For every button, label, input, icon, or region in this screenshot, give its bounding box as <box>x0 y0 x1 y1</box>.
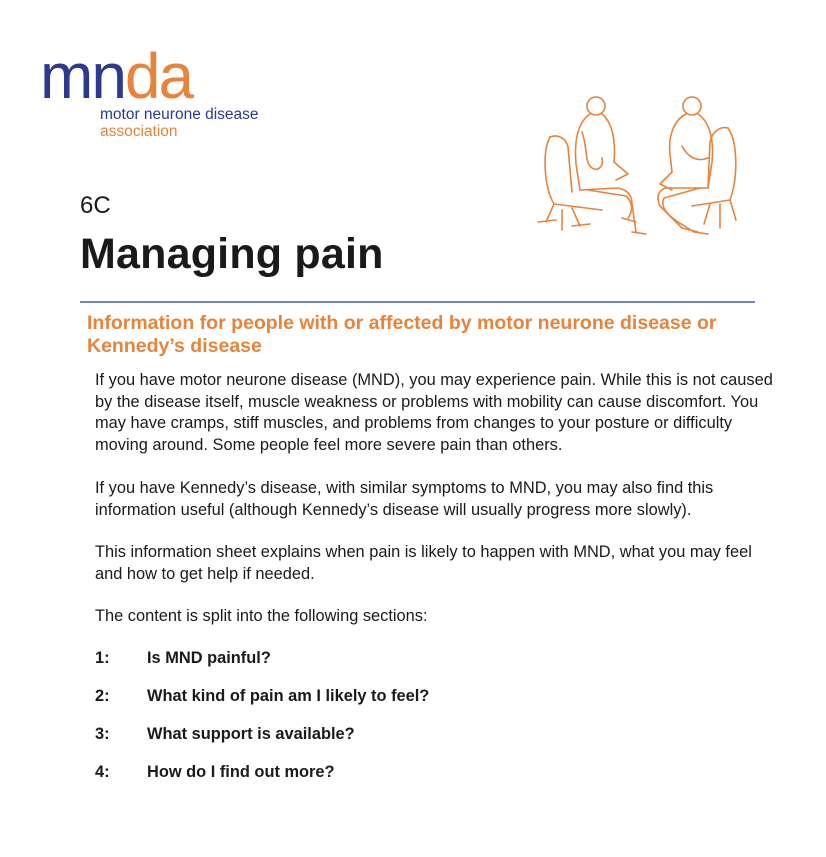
section-number: 4: <box>95 763 110 781</box>
kennedys-paragraph: If you have Kennedy’s disease, with similar symptoms to MND, you may also find this information useful (although Kennedy’s disease will usually progress more slowly). <box>95 479 714 519</box>
section-label: Is MND painful? <box>147 649 271 667</box>
section-label: What support is available? <box>147 725 355 743</box>
logo-mark-d: d <box>124 40 159 112</box>
section-label: How do I find out more? <box>147 763 335 781</box>
section-number: 2: <box>95 687 110 705</box>
logo-text-line2: association <box>100 123 178 140</box>
section-item-1 <box>95 649 695 687</box>
section-label: What kind of pain am I likely to feel? <box>147 687 430 705</box>
logo-wordmark <box>40 40 193 112</box>
section-item-3 <box>95 725 695 763</box>
section-list <box>95 649 695 801</box>
section-item-4 <box>95 763 695 801</box>
section-item-2 <box>95 687 695 725</box>
logo-text-line1: motor neurone disease <box>100 106 259 123</box>
mnda-logo <box>40 40 280 148</box>
logo-mark-mn: mn <box>40 40 125 112</box>
sections-intro-paragraph: The content is split into the following sections: <box>95 607 428 625</box>
intro-paragraph: If you have motor neurone disease (MND), you may experience pain. While this is not caused by the disease itself, muscle weakness or problems with mobility can cause discomfort. You may have cramps, stiff muscles, and problems from changes to your posture or difficulty moving around. Some people feel more severe pain than others. <box>95 371 773 454</box>
two-people-seated-consultation-icon <box>532 92 748 244</box>
logo-mark-a: a <box>158 40 193 112</box>
page-subtitle: Information for people with or affected by motor neurone disease or Kennedy’s disease <box>87 312 717 357</box>
section-number: 3: <box>95 725 110 743</box>
section-number: 1: <box>95 649 110 667</box>
page-title: Managing pain <box>80 230 384 278</box>
sheet-code: 6C <box>80 192 111 219</box>
title-divider <box>80 301 755 303</box>
explanation-paragraph: This information sheet explains when pain is likely to happen with MND, what you may feel and how to get help if needed. <box>95 543 752 583</box>
